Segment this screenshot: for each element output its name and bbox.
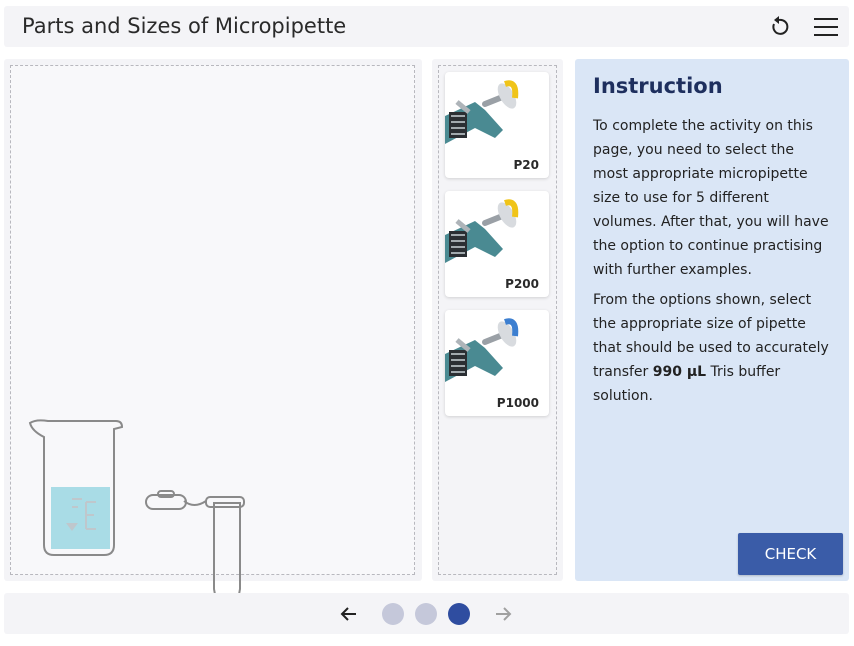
arrow-left-icon xyxy=(338,603,360,625)
instruction-question xyxy=(593,288,833,408)
pipette-size-label: P20 xyxy=(513,158,539,172)
check-button[interactable]: CHECK xyxy=(738,533,843,575)
pipette-option-p1000[interactable] xyxy=(445,310,549,416)
reset-button[interactable] xyxy=(766,14,792,40)
page-dot-1[interactable] xyxy=(382,603,404,625)
pipette-option-p200[interactable] xyxy=(445,191,549,297)
question-text: From the options shown, select the appropriate size of pipette that should be used to accurately transfer xyxy=(593,292,829,380)
menu-button[interactable] xyxy=(812,14,840,40)
pagination-bar xyxy=(4,593,849,634)
question-text-end: Tris buffer solution. xyxy=(593,364,781,404)
eppendorf-tube-icon xyxy=(144,439,254,619)
previous-page-button[interactable] xyxy=(338,603,360,625)
next-page-button[interactable] xyxy=(492,603,514,625)
hamburger-menu-icon xyxy=(813,17,839,37)
instruction-body xyxy=(593,114,833,414)
drop-workspace[interactable] xyxy=(4,59,422,581)
micropipette-icon xyxy=(445,191,549,271)
pipette-size-label: P200 xyxy=(505,277,539,291)
pipette-size-label: P1000 xyxy=(496,396,539,410)
pipette-option-p20[interactable] xyxy=(445,72,549,178)
page-dot-3-active[interactable] xyxy=(448,603,470,625)
target-volume: 990 μL xyxy=(652,364,707,380)
top-bar xyxy=(4,6,849,47)
page-title: Parts and Sizes of Micropipette xyxy=(22,14,347,38)
instruction-paragraph: To complete the activity on this page, you need to select the most appropriate micropipette size to use for 5 different volumes. After that, you will have the option to continue practising with further examples. xyxy=(593,118,829,278)
instruction-title: Instruction xyxy=(593,74,723,98)
arrow-right-icon xyxy=(492,603,514,625)
instruction-panel xyxy=(575,59,849,581)
micropipette-icon xyxy=(445,310,549,390)
beaker-icon xyxy=(26,417,126,559)
pipette-options-panel xyxy=(432,59,563,581)
reset-icon xyxy=(768,16,790,38)
micropipette-icon xyxy=(445,72,549,152)
page-dot-2[interactable] xyxy=(415,603,437,625)
